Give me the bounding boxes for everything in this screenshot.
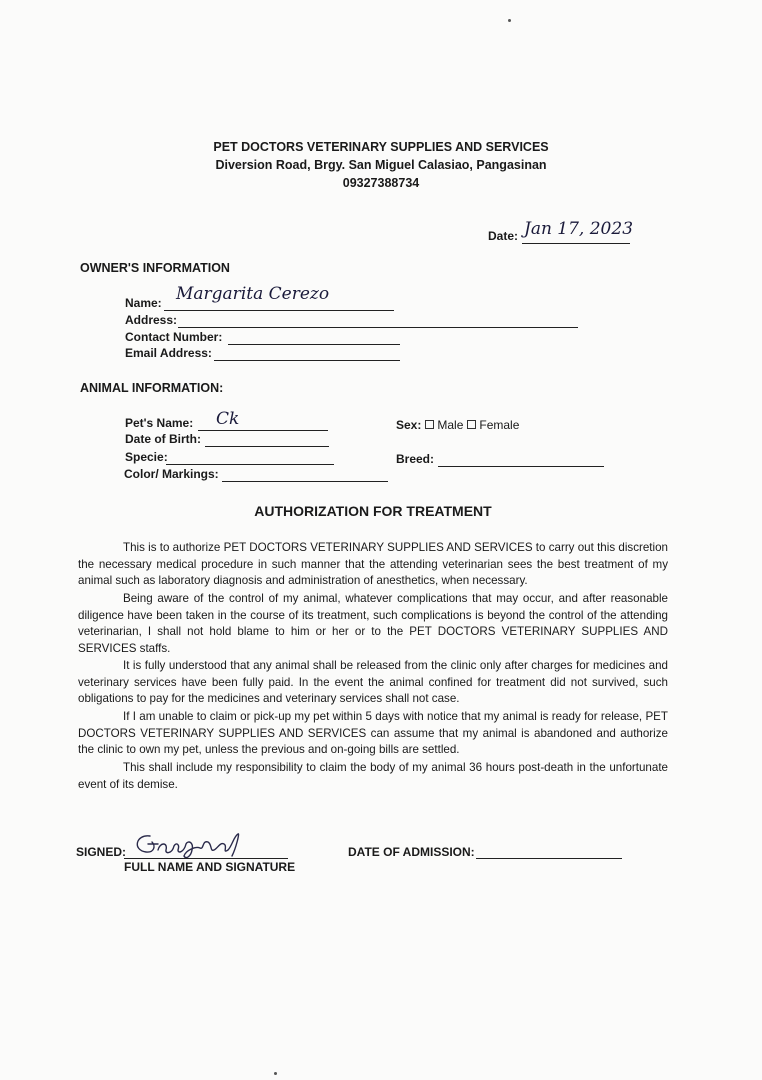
animal-section-title: ANIMAL INFORMATION: [80,381,224,395]
sex-row [396,418,519,432]
name-label: Name: [125,296,162,310]
dob-label: Date of Birth: [125,432,201,446]
date-of-admission-label: DATE OF ADMISSION: [348,845,475,859]
signed-label: SIGNED: [76,845,127,859]
male-checkbox[interactable] [425,420,434,429]
date-of-admission-field[interactable] [476,858,622,859]
contact-number-field[interactable] [228,344,400,345]
specie-field[interactable] [166,464,334,465]
date-value[interactable]: Jan 17, 2023 [524,219,634,239]
email-address-field[interactable] [214,360,400,361]
address-label: Address: [125,313,178,327]
date-line [522,243,630,244]
female-option-label: Female [479,418,520,432]
owner-name-value[interactable]: Margarita Cerezo [176,284,330,304]
authorization-paragraph-3: It is fully understood that any animal shall be released from the clinic only after charges for medicines and veterinary services have been fully paid. In the event the animal confined for treatment did not survived, such obligations to pay for the medicines and veterinary services shall not case. [78,659,668,706]
authorization-title: AUTHORIZATION FOR TREATMENT [254,503,492,519]
signature-caption: FULL NAME AND SIGNATURE [124,860,296,874]
breed-field[interactable] [438,466,604,467]
owner-address-field[interactable] [178,327,578,328]
date-label: Date: [488,229,519,243]
color-markings-field[interactable] [222,481,388,482]
contact-label: Contact Number: [125,330,223,344]
business-phone: 09327388734 [342,176,420,190]
authorization-paragraph-2: Being aware of the control of my animal, whatever complications that may occur, and after reasonable diligence have been taken in the course of its treatment, such complications is beyond the control of the attending veterinarian, I shall not hold blame to him or her or to the PET DOCTORS VETERINARY SUPPLIES AND SERVICES staffs. [78,592,668,656]
scan-speck [274,1072,277,1075]
male-option-label: Male [437,418,464,432]
specie-label: Specie: [125,450,168,464]
business-address: Diversion Road, Brgy. San Miguel Calasiao, Pangasinan [215,158,547,172]
pet-name-value[interactable]: Ck [216,409,240,429]
authorization-paragraph-4: If I am unable to claim or pick-up my pet within 5 days with notice that my animal is ready for release, PET DOCTORS VETERINARY SUPPLIES AND SERVICES can assume that my animal is abandoned and authorize the clinic to own my pet, unless the previous and on-going bills are settled. [78,710,668,757]
dob-field[interactable] [205,446,329,447]
owner-section-title: OWNER'S INFORMATION [80,261,230,275]
scan-speck [508,19,511,22]
authorization-paragraph-5: This shall include my responsibility to claim the body of my animal 36 hours post-death in the unfortunate event of its demise. [78,761,668,791]
sex-label: Sex: [396,418,422,432]
owner-name-line [164,310,394,311]
handwritten-signature[interactable] [128,828,258,864]
pet-name-label: Pet's Name: [125,416,194,430]
female-checkbox[interactable] [467,420,476,429]
authorization-paragraph-1: This is to authorize PET DOCTORS VETERINARY SUPPLIES AND SERVICES to carry out this discretion the necessary medical procedure in such manner that the attending veterinarian sees the best treatment of my animal such as laboratory diagnosis and administration of anesthetics, when necessary. [78,541,668,588]
business-name: PET DOCTORS VETERINARY SUPPLIES AND SERVICES [213,140,549,154]
email-label: Email Address: [125,346,212,360]
color-markings-label: Color/ Markings: [124,467,219,481]
pet-name-line [198,430,328,431]
breed-label: Breed: [396,452,435,466]
